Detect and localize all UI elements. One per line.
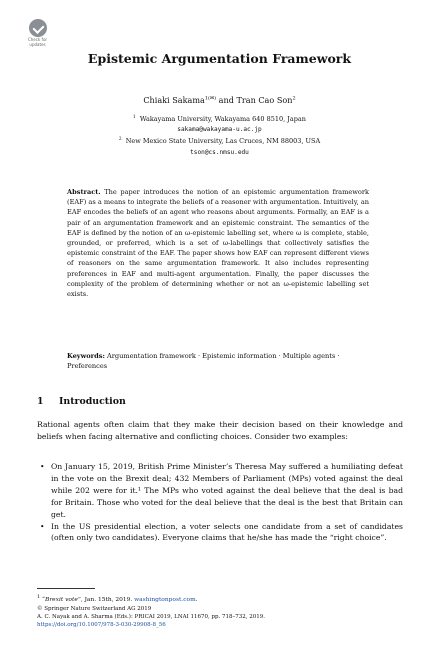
affiliation-1: $^1$ Wakayama University, Wakayama 640 8510, Japan — [133, 115, 306, 124]
author-1: Chiaki Sakama — [143, 95, 205, 105]
affiliation-2: $^2$ New Mexico State University, Las Cruces, NM 88003, USA — [118, 137, 321, 146]
author-2-mark: 2 — [292, 95, 296, 102]
list-item — [37, 521, 403, 545]
author-conjunction: and — [216, 95, 237, 105]
footnote-rule — [37, 588, 95, 589]
abstract — [67, 187, 369, 299]
footnote-mark: 1 — [37, 594, 41, 600]
citation-line: A. C. Nayak and A. Sharma (Eds.): PRICAI 2019, LNAI 11670, pp. 718–732, 2019. — [37, 614, 266, 620]
list-item — [37, 461, 403, 521]
list-item-text: In the US presidential election, a voter selects one candidate from a set of candidates (often only two candidates). Everyone claims that he/she has made the “right choice”. — [51, 521, 403, 543]
section-number: 1 — [37, 396, 44, 407]
doi-link[interactable]: https://doi.org/10.1007/978-3-030-29908-8_56 — [37, 622, 166, 628]
section-heading — [37, 396, 126, 407]
copyright-line: © Springer Nature Switzerland AG 2019 — [37, 606, 152, 612]
intro-paragraph: Rational agents often claim that they make their decision based on their knowledge and beliefs when facing alternative and conflicting choices. Consider two examples: — [37, 420, 403, 441]
example-list — [37, 461, 403, 544]
footnote-date: , Jan. 15th, 2019. — [80, 596, 135, 603]
footnote-quote: “Brexit vote” — [40, 596, 81, 603]
check-for-updates-badge[interactable] — [24, 19, 51, 50]
section-title: Introduction — [59, 396, 126, 407]
keywords — [67, 351, 369, 371]
author-1-mark: 1(✉) — [204, 95, 217, 102]
keywords-text: Argumentation framework · Epistemic information · Multiple agents · Preferences — [67, 352, 340, 371]
footnote-link[interactable]: washingtonpost.com — [134, 596, 196, 603]
keywords-label: Keywords: — [67, 352, 105, 360]
list-item-text: On January 15, 2019, British Prime Minister’s Theresa May suffered a humiliating defeat in the vote on the Brexit deal; 432 Members of Parliament (MPs) voted against the deal while 202 were for it.¹ The MPs who voted against the deal believe that the deal is bad for Britain. Those who voted for the deal believe that the deal is the best that Britain can get. — [51, 462, 403, 519]
author-2: Tran Cao Son — [236, 95, 293, 105]
checkmark-icon — [29, 19, 47, 37]
email-2[interactable]: tson@cs.nmsu.edu — [190, 149, 249, 156]
footnote — [37, 593, 417, 604]
badge-label: Check for updates — [27, 37, 48, 47]
bullet-icon: • — [40, 521, 45, 531]
paper-title: Epistemic Argumentation Framework — [87, 51, 352, 66]
author-line — [0, 95, 439, 105]
abstract-text: The paper introduces the notion of an epistemic argumentation framework (EAF) as a means to integrate the beliefs of a reasoner with argumentation. Intuitively, an EAF encodes the beliefs of an agent who reasons about arguments. Formally, an EAF is a pair of an argumentation framework and an epistemic constraint. The semantics of the EAF is defined by the notion of an ω-epistemic labelling set, where ω is complete, stable, grounded, or preferred, which is a set of ω-labellings that collectively satisfies the epistemic constraint of the EAF. The paper shows how EAF can represent different views of reasoners on the same argumentation framework. It also includes representing preferences in EAF and multi-agent argumentation. Finally, the paper discusses the complexity of the problem of determining whether or not an ω-epistemic labelling set exists. — [67, 188, 369, 299]
abstract-label: Abstract. — [67, 188, 101, 196]
bullet-icon: • — [40, 462, 45, 471]
email-1[interactable]: sakama@wakayama-u.ac.jp — [177, 126, 262, 133]
footnote-end: . — [195, 596, 198, 603]
